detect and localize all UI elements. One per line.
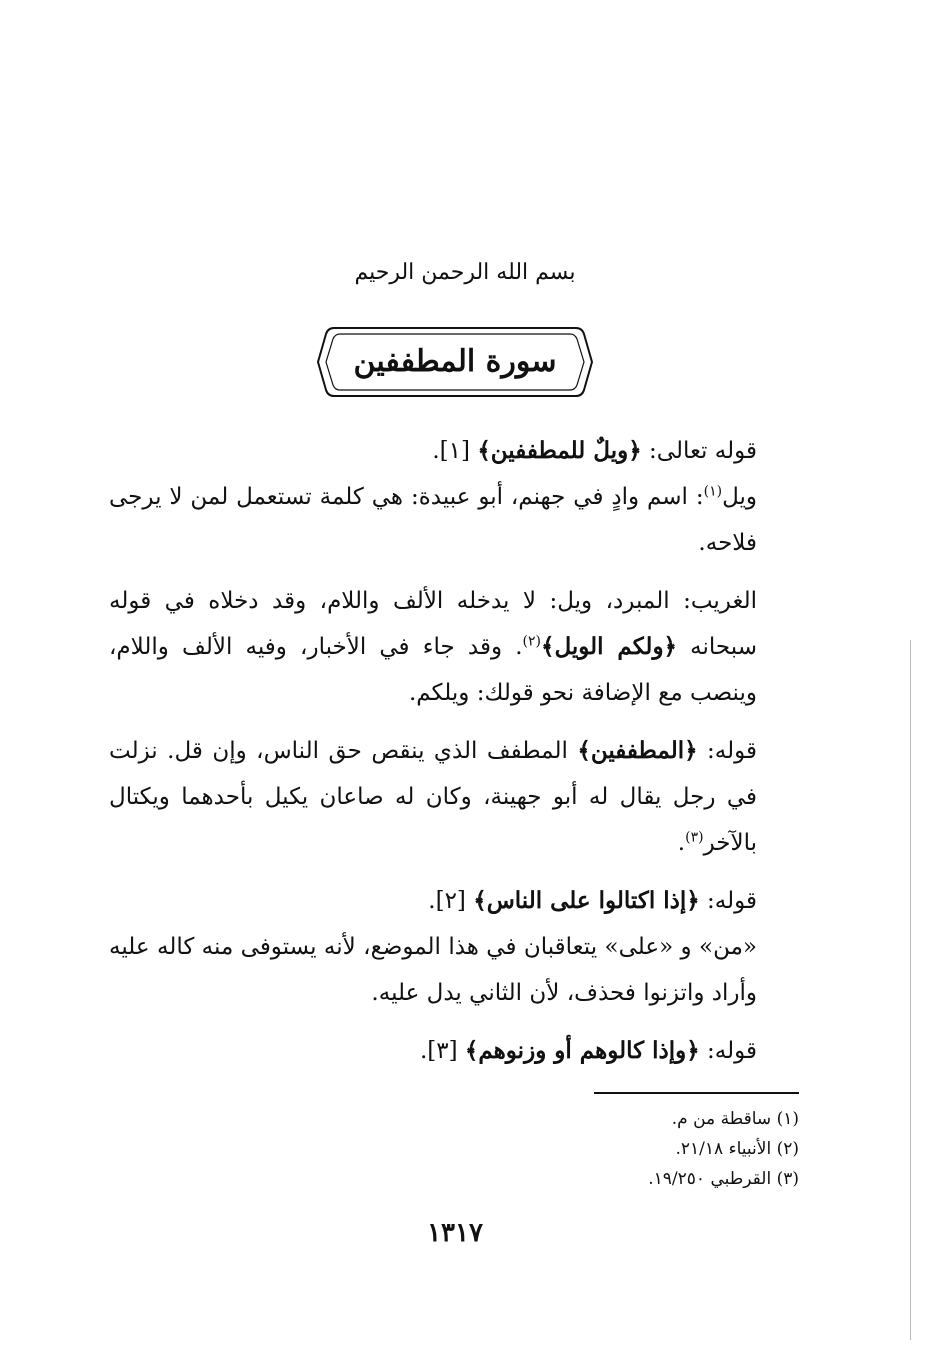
quran-quote: ﴿ولكم الويل﴾ — [541, 633, 678, 660]
footnote-ref: (٣) — [685, 829, 704, 846]
footnote-ref: (١) — [703, 483, 723, 500]
paragraph — [109, 578, 799, 716]
footnote-2: (٢) الأنبياء ٢١/١٨. — [675, 1139, 799, 1159]
text-segment: ويل — [722, 484, 757, 510]
paragraph — [109, 728, 799, 866]
footnote-1: (١) ساقطة من م. — [671, 1109, 799, 1129]
footnotes — [399, 1104, 799, 1194]
page-edge-line — [910, 640, 911, 1340]
quran-quote: ﴿المطففين﴾ — [577, 737, 698, 764]
paragraph-gap — [109, 866, 799, 878]
paragraph — [109, 1028, 799, 1074]
paragraph-gap — [109, 716, 799, 728]
footnote-3: (٣) القرطبي ١٩/٢٥٠. — [648, 1169, 799, 1189]
paragraph-gap — [109, 1016, 799, 1028]
quran-quote: ﴿ويلٌ للمطففين﴾ — [477, 437, 642, 464]
paragraph — [109, 878, 799, 924]
text-segment: قوله: — [699, 1038, 757, 1064]
text-segment: الغريب: المبرد، ويل: لا يدخله الألف واللام، وقد دخلاه في قوله سبحانه — [109, 588, 757, 660]
text-segment: [٢]. — [428, 888, 474, 914]
text-segment: . — [677, 830, 686, 856]
paragraph — [109, 474, 799, 566]
paragraph-gap — [109, 566, 799, 578]
paragraph — [109, 428, 799, 474]
text-segment: : اسم وادٍ في جهنم، أبو عبيدة: هي كلمة تستعمل لمن لا يرجى فلاحه. — [109, 484, 757, 556]
text-segment: قوله: — [697, 738, 757, 764]
footnote-ref: (٢) — [522, 633, 541, 650]
text-segment: قوله: — [699, 888, 757, 914]
text-segment: قوله تعالى: — [641, 438, 757, 464]
surah-title-frame — [312, 322, 598, 402]
text-segment: . وقد جاء في الأخبار، وفيه الألف واللام، وينصب مع الإضافة نحو قولك: ويلكم. — [109, 634, 757, 706]
text-segment: [٣]. — [419, 1038, 465, 1064]
text-segment: [١]. — [432, 438, 478, 464]
body-text — [109, 428, 799, 1074]
paragraph — [109, 924, 799, 1016]
quran-quote: ﴿وإذا كالوهم أو وزنوهم﴾ — [464, 1037, 700, 1064]
footnote-separator — [594, 1092, 799, 1094]
text-segment: المطفف الذي ينقص حق الناس، وإن قل. نزلت في رجل يقال له أبو جهينة، وكان له صاعان يكيل بأحدهما ويكتال بالآخر — [109, 738, 757, 856]
page-number: ١٣١٧ — [427, 1218, 483, 1248]
text-segment: «من» و «على» يتعاقبان في هذا الموضع، لأنه يستوفى منه كاله عليه وأراد واتزنوا فحذف، لأن الثاني يدل عليه. — [109, 934, 757, 1006]
surah-title: سورة المطففين — [353, 344, 557, 379]
quran-quote: ﴿إذا اكتالوا على الناس﴾ — [473, 887, 700, 914]
basmala-text: بسم الله الرحمن الرحيم — [346, 260, 583, 285]
basmala — [300, 250, 630, 296]
